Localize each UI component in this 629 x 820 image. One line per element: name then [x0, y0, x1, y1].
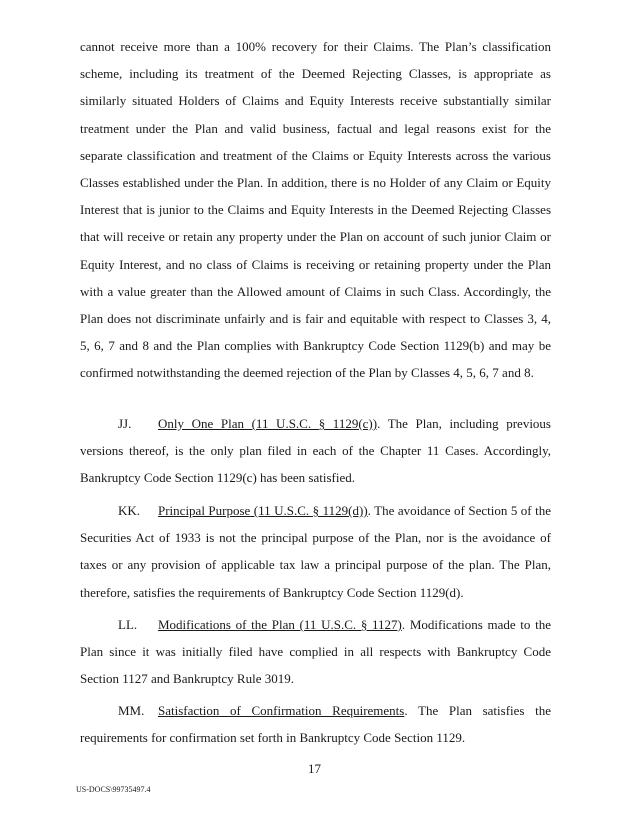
section-label: KK. — [118, 503, 141, 518]
section-mm — [80, 697, 551, 751]
section-heading: Only One Plan (11 U.S.C. § 1129(c)) — [158, 416, 378, 431]
document-id: US-DOCS\99735497.4 — [76, 785, 151, 794]
section-kk — [80, 497, 551, 606]
continuation-paragraph: cannot receive more than a 100% recovery for their Claims. The Plan’s classification scheme, including its treatment of the Deemed Rejecting Classes, is appropriate as similarly situated Holders of Claims and Equity Interests receive substantially similar treatment under the Plan and valid business, factual and legal reasons exist for the separate classification and treatment of the Claims or Equity Interests across the various Classes established under the Plan. In addition, there is no Holder of any Claim or Equity Interest that is junior to the Claims and Equity Interests in the Deemed Rejecting Classes that will receive or retain any property under the Plan on account of such junior Claim or Equity Interest, and no class of Claims is receiving or retaining property under the Plan with a value greater than the Allowed amount of Claims in such Class. Accordingly, the Plan does not discriminate unfairly and is fair and equitable with respect to Classes 3, 4, 5, 6, 7 and 8 and the Plan complies with Bankruptcy Code Section 1129(b) and may be confirmed notwithstanding the deemed rejection of the Plan by Classes 4, 5, 6, 7 and 8. — [80, 39, 551, 381]
section-heading: Modifications of the Plan (11 U.S.C. § 1127) — [158, 617, 402, 632]
section-body: . The Plan, including previous versions thereof, is the only plan filed in each of the Chapter 11 Cases. Accordingly, Bankruptcy Code Section 1129(c) has been satisfied. — [80, 416, 551, 486]
section-body: . The Plan satisfies the requirements for confirmation set forth in Bankruptcy Code Section 1129. — [80, 703, 551, 746]
section-heading: Satisfaction of Confirmation Requirements — [158, 703, 405, 718]
section-body: . The avoidance of Section 5 of the Securities Act of 1933 is not the principal purpose of the Plan, nor is the avoidance of taxes or any provision of applicable tax law a principal purpose of the plan. The Plan, therefore, satisfies the requirements of Bankruptcy Code Section 1129(d). — [80, 503, 552, 600]
section-body: . Modifications made to the Plan since it was initially filed have complied in all respects with Bankruptcy Code Section 1127 and Bankruptcy Rule 3019. — [80, 617, 551, 687]
section-label: MM. — [118, 703, 145, 718]
section-label: JJ. — [118, 416, 132, 431]
section-label: LL. — [118, 617, 138, 632]
section-jj — [80, 410, 551, 492]
section-heading: Principal Purpose (11 U.S.C. § 1129(d)) — [158, 503, 368, 518]
page-number: 17 — [308, 761, 321, 776]
section-ll — [80, 611, 551, 693]
